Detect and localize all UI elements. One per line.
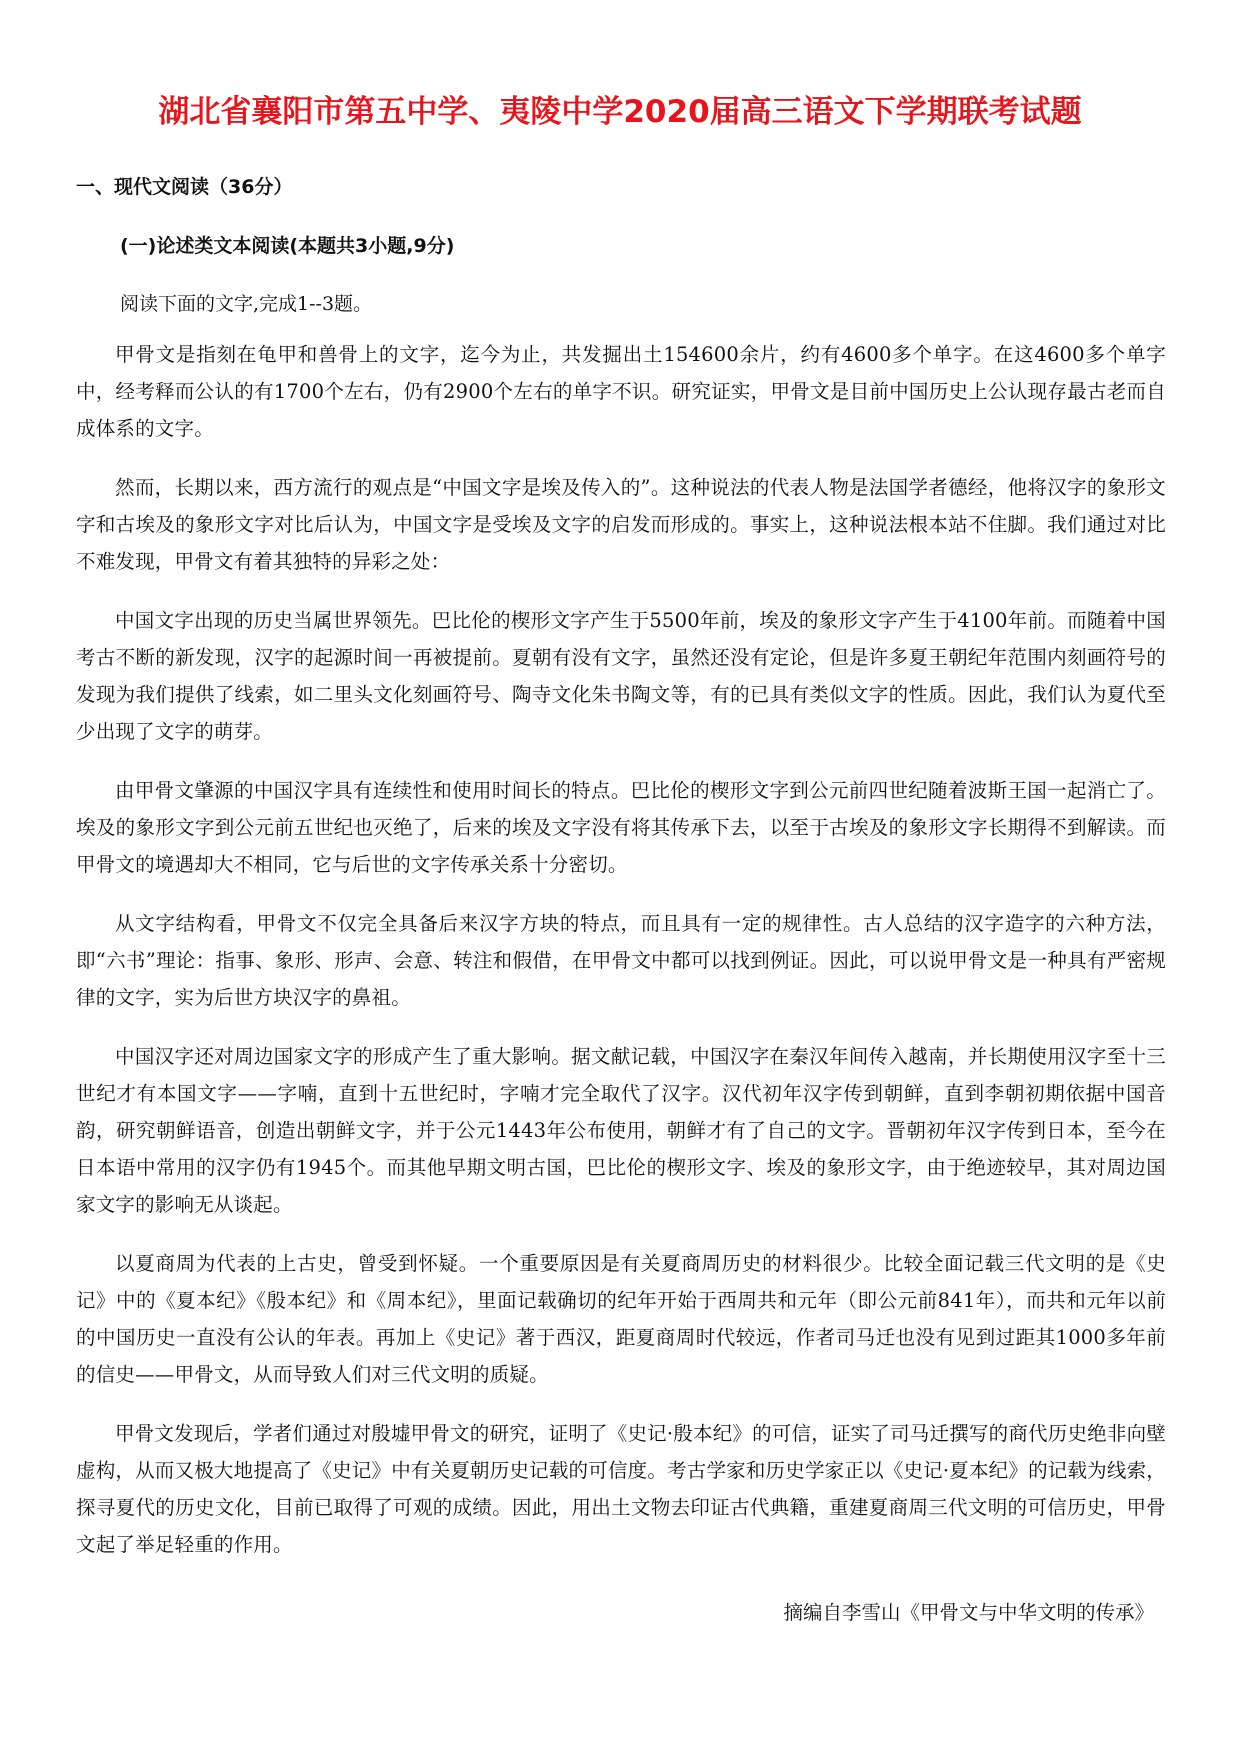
passage-body	[76, 336, 1166, 1585]
passage-paragraph: 由甲骨文肇源的中国汉字具有连续性和使用时间长的特点。巴比伦的楔形文字到公元前四世纪随着波斯王国一起消亡了。埃及的象形文字到公元前五世纪也灭绝了，后来的埃及文字没有将其传承下去，以至于古埃及的象形文字长期得不到解读。而甲骨文的境遇却大不相同，它与后世的文字传承关系十分密切。	[76, 779, 1166, 876]
source-citation: 摘编自李雪山《甲骨文与中华文明的传承》	[783, 1601, 1154, 1624]
passage-paragraph: 中国汉字还对周边国家文字的形成产生了重大影响。据文献记载，中国汉字在秦汉年间传入越南，并长期使用汉字至十三世纪才有本国文字——字喃，直到十五世纪时，字喃才完全取代了汉字。汉代初年汉字传到朝鲜，直到李朝初期依据中国音韵，研究朝鲜语音，创造出朝鲜文字，并于公元1443年公布使用，朝鲜才有了自己的文字。晋朝初年汉字传到日本，至今在日本语中常用的汉字仍有1945个。而其他早期文明古国，巴比伦的楔形文字、埃及的象形文字，由于绝迹较早，其对周边国家文字的影响无从谈起。	[76, 1045, 1166, 1216]
page-title: 湖北省襄阳市第五中学、夷陵中学2020届高三语文下学期联考试题	[158, 94, 1082, 130]
passage-paragraph: 甲骨文发现后，学者们通过对殷墟甲骨文的研究，证明了《史记·殷本纪》的可信，证实了司马迁撰写的商代历史绝非向壁虚构，从而又极大地提高了《史记》中有关夏朝历史记载的可信度。考古学家和历史学家正以《史记·夏本纪》的记载为线索，探寻夏代的历史文化，目前已取得了可观的成绩。因此，用出土文物去印证古代典籍，重建夏商周三代文明的可信历史，甲骨文起了举足轻重的作用。	[76, 1422, 1166, 1556]
passage-paragraph: 以夏商周为代表的上古史，曾受到怀疑。一个重要原因是有关夏商周历史的材料很少。比较全面记载三代文明的是《史记》中的《夏本纪》《殷本纪》和《周本纪》，里面记载确切的纪年开始于西周共和元年（即公元前841年），而共和元年以前的中国历史一直没有公认的年表。再加上《史记》著于西汉，距夏商周时代较远，作者司马迁也没有见到过距其1000多年前的信史——甲骨文，从而导致人们对三代文明的质疑。	[76, 1252, 1166, 1386]
passage-paragraph: 甲骨文是指刻在龟甲和兽骨上的文字，迄今为止，共发掘出土154600余片，约有4600多个单字。在这4600多个单字中，经考释而公认的有1700个左右，仍有2900个左右的单字不识。研究证实，甲骨文是目前中国历史上公认现存最古老而自成体系的文字。	[76, 343, 1166, 440]
reading-instruction: 阅读下面的文字,完成1--3题。	[120, 293, 373, 315]
passage-paragraph: 从文字结构看，甲骨文不仅完全具备后来汉字方块的特点，而且具有一定的规律性。古人总结的汉字造字的六种方法，即“六书”理论：指事、象形、形声、会意、转注和假借，在甲骨文中都可以找到例证。因此，可以说甲骨文是一种具有严密规律的文字，实为后世方块汉字的鼻祖。	[76, 912, 1166, 1009]
passage-paragraph: 中国文字出现的历史当属世界领先。巴比伦的楔形文字产生于5500年前，埃及的象形文字产生于4100年前。而随着中国考古不断的新发现，汉字的起源时间一再被提前。夏朝有没有文字，虽然还没有定论，但是许多夏王朝纪年范围内刻画符号的发现为我们提供了线索，如二里头文化刻画符号、陶寺文化朱书陶文等，有的已具有类似文字的性质。因此，我们认为夏代至少出现了文字的萌芽。	[76, 609, 1166, 743]
section-heading: 一、现代文阅读（36分）	[76, 176, 293, 198]
sub-heading: (一)论述类文本阅读(本题共3小题,9分)	[120, 235, 455, 257]
passage-paragraph: 然而，长期以来，西方流行的观点是“中国文字是埃及传入的”。这种说法的代表人物是法国学者德经，他将汉字的象形文字和古埃及的象形文字对比后认为，中国文字是受埃及文字的启发而形成的。事实上，这种说法根本站不住脚。我们通过对比不难发现，甲骨文有着其独特的异彩之处：	[76, 476, 1166, 573]
